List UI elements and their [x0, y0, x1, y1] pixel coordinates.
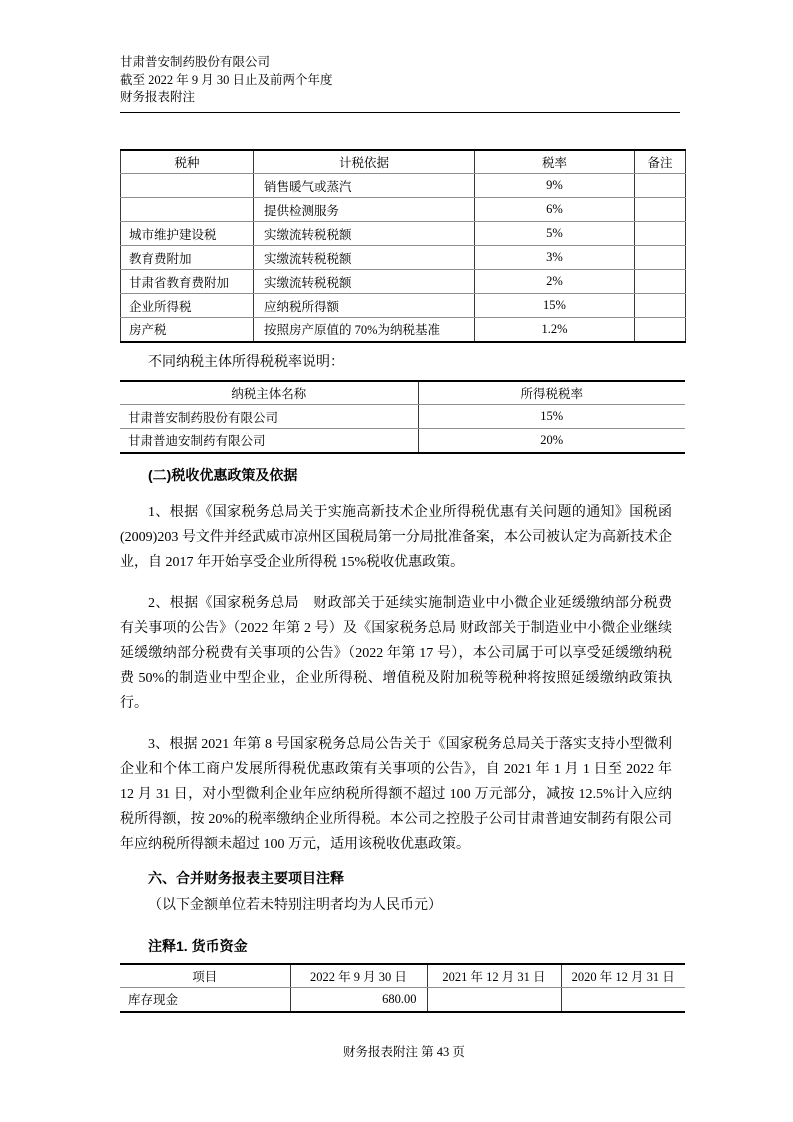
- report-period: 截至 2022 年 9 月 30 日止及前两个年度: [120, 72, 333, 87]
- cell: 680.00: [290, 988, 427, 1012]
- cell: 甘肃普迪安制药有限公司: [120, 429, 418, 453]
- paragraph-incentive-2: 2、根据《国家税务总局 财政部关于延续实施制造业中小微企业延缓缴纳部分税费有关事项的公告》（2022 年第 2 号）及《国家税务总局 财政部关于制造业中小微企业继续延缓缴纳部分税费有关事项的公告》（2022 年第 17 号），本公司属于可以享受延缓缴纳税费 50%的制造业中型企业，企业所得税、增值税及附加税等税种将按照延缓缴纳政策执行。: [120, 595, 672, 711]
- tax-rate-table: [120, 149, 686, 343]
- cell: [635, 222, 686, 246]
- cell: [561, 988, 685, 1012]
- column-header: 2020 年 12 月 31 日: [561, 964, 685, 988]
- column-header: 所得税税率: [418, 381, 685, 405]
- header-divider-rule: [120, 112, 680, 113]
- column-header: 2021 年 12 月 31 日: [427, 964, 561, 988]
- column-header: 税率: [475, 150, 635, 174]
- table-row: [121, 246, 686, 270]
- cell: 5%: [475, 222, 635, 246]
- cell: [635, 246, 686, 270]
- page-footer: 财务报表附注 第 43 页: [343, 1045, 465, 1059]
- cell: 提供检测服务: [254, 198, 475, 222]
- cell: 城市维护建设税: [121, 222, 254, 246]
- cell: 3%: [475, 246, 635, 270]
- section-heading-notes: 六、合并财务报表主要项目注释: [148, 869, 344, 886]
- table-row: [121, 270, 686, 294]
- cell: 房产税: [121, 318, 254, 342]
- document-header: [120, 54, 688, 107]
- cell: 按照房产原值的 70%为纳税基准: [254, 318, 475, 342]
- cell: 应纳税所得额: [254, 294, 475, 318]
- cell: 15%: [418, 405, 685, 429]
- table-row: [121, 174, 686, 198]
- cell: 1.2%: [475, 318, 635, 342]
- entity-tax-note: 不同纳税主体所得税税率说明：: [148, 354, 344, 370]
- currency-unit-note: （以下金额单位若未特别注明者均为人民币元）: [148, 897, 442, 913]
- company-name: 甘肃普安制药股份有限公司: [120, 55, 271, 69]
- column-header: 项目: [120, 964, 290, 988]
- note1-heading-monetary-funds: 注释1. 货币资金: [148, 937, 248, 954]
- cell: [427, 988, 561, 1012]
- cell: [121, 198, 254, 222]
- table-row: [121, 294, 686, 318]
- cell: 9%: [475, 174, 635, 198]
- cell: [121, 174, 254, 198]
- cell: [635, 294, 686, 318]
- header-row: [121, 150, 686, 174]
- cell: [635, 198, 686, 222]
- cell: 实缴流转税税额: [254, 222, 475, 246]
- cell: [635, 318, 686, 342]
- table-row: [120, 405, 685, 429]
- page-content: [120, 0, 688, 1013]
- table-row: [121, 198, 686, 222]
- column-header: 备注: [635, 150, 686, 174]
- column-header: 税种: [121, 150, 254, 174]
- cell: 20%: [418, 429, 685, 453]
- column-header: 2022 年 9 月 30 日: [290, 964, 427, 988]
- cell: 教育费附加: [121, 246, 254, 270]
- cell: 销售暖气或蒸汽: [254, 174, 475, 198]
- cell: 15%: [475, 294, 635, 318]
- column-header: 纳税主体名称: [120, 381, 418, 405]
- header-row: [120, 381, 685, 405]
- paragraph-incentive-3: 3、根据 2021 年第 8 号国家税务总局公告关于《国家税务总局关于落实支持小型微利企业和个体工商户发展所得税优惠政策有关事项的公告》，自 2021 年 1 月 1 日至 2022 年 12 月 31 日，对小型微利企业年应纳税所得额不超过 100 万元部分，减按 12.5%计入应纳税所得额，按 20%的税率缴纳企业所得税。本公司之控股子公司甘肃普迪安制药有限公司年应纳税所得额未超过 100 万元，适用该税收优惠政策。: [120, 736, 672, 852]
- cell: [635, 174, 686, 198]
- table-row: [121, 318, 686, 342]
- cell: 甘肃普安制药股份有限公司: [120, 405, 418, 429]
- cell: 甘肃省教育费附加: [121, 270, 254, 294]
- cell: 实缴流转税税额: [254, 270, 475, 294]
- table-row: [121, 222, 686, 246]
- cell: 企业所得税: [121, 294, 254, 318]
- section-heading-tax-incentives: (二)税收优惠政策及依据: [148, 466, 298, 483]
- cell: 库存现金: [120, 988, 290, 1012]
- table-row: [120, 988, 685, 1012]
- cell: 2%: [475, 270, 635, 294]
- header-row: [120, 964, 685, 988]
- cell: [635, 270, 686, 294]
- cell: 6%: [475, 198, 635, 222]
- entity-tax-rate-table: [120, 380, 685, 454]
- cell: 实缴流转税税额: [254, 246, 475, 270]
- monetary-funds-table: [120, 963, 685, 1013]
- report-title: 财务报表附注: [120, 90, 196, 104]
- column-header: 计税依据: [254, 150, 475, 174]
- table-row: [120, 429, 685, 453]
- paragraph-incentive-1: 1、根据《国家税务总局关于实施高新技术企业所得税优惠有关问题的通知》国税函(2009)203 号文件并经武威市凉州区国税局第一分局批准备案，本公司被认定为高新技术企业，自 2017 年开始享受企业所得税 15%税收优惠政策。: [120, 504, 672, 570]
